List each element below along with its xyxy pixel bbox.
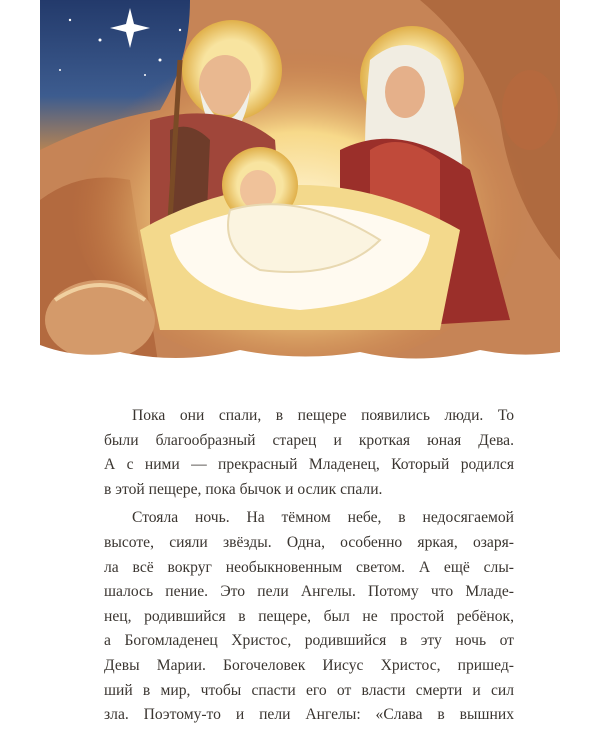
- text-line: ла всё вокруг необыкновенным светом. А ещё слы-: [104, 558, 514, 576]
- text-line: Стояла ночь. На тёмном небе, в недосягаемой: [132, 509, 514, 527]
- nativity-scene-image: [40, 0, 560, 375]
- paragraph-2: [104, 506, 514, 727]
- text-line: были благообразный старец и кроткая юная Дева.: [104, 431, 514, 449]
- nativity-illustration: [40, 0, 560, 375]
- basket: [45, 280, 155, 360]
- paragraph-1: [104, 404, 514, 502]
- story-text: [104, 404, 514, 728]
- jug: [502, 70, 558, 150]
- text-line: Пока они спали, в пещере появились люди. То: [132, 407, 514, 424]
- text-line: А с ними — прекрасный Младенец, Который родился: [104, 456, 514, 474]
- text-line: ший в мир, чтобы спасти его от власти смерти и сил: [104, 681, 514, 699]
- text-line: шалось пение. Это пели Ангелы. Потому что Младе-: [104, 583, 514, 601]
- text-line: высоте, сияли звёзды. Одна, особенно яркая, озаря-: [104, 533, 514, 551]
- text-line: Девы Марии. Богочеловек Иисус Христос, пришед-: [104, 656, 514, 674]
- text-line: зла. Поэтому-то и пели Ангелы: «Слава в вышних: [104, 706, 514, 724]
- text-line: нец, родившийся в пещере, был не простой ребёнок,: [104, 607, 514, 625]
- text-line: в этой пещере, пока бычок и ослик спали.: [104, 480, 383, 498]
- text-line: а Богомладенец Христос, родившийся в эту ночь от: [104, 632, 514, 650]
